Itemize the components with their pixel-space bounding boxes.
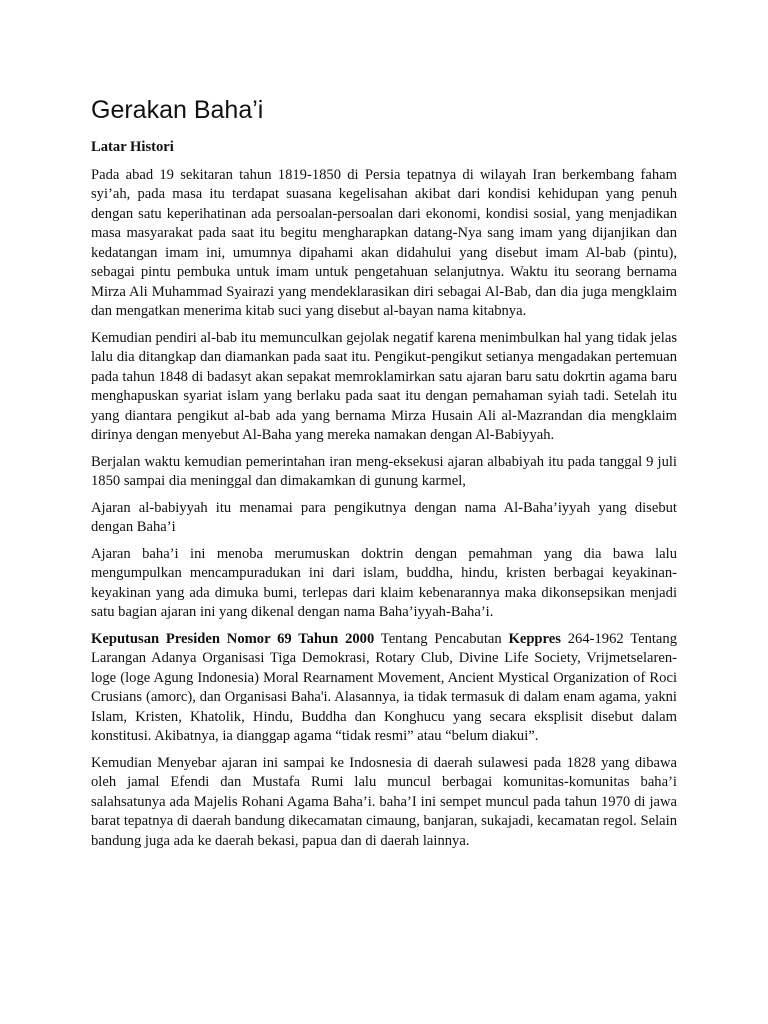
paragraph-5: Ajaran baha’i ini menoba merumuskan doktrin dengan pemahman yang dia bawa lalu mengumpulkan mencampuradukan ini dari islam, buddha, hindu, kristen berbagai keyakinan-keyakinan yang ada dimuka bumi, terlepas dari klaim kebenarannya maka dikonsepsikan menjadi satu bagian ajaran ini yang dikenal dengan nama Baha’iyyah-Baha’i. [91, 545, 677, 620]
paragraph-4: Ajaran al-babiyyah itu menamai para pengikutnya dengan nama Al-Baha’iyyah yang disebut dengan Baha’i [91, 499, 677, 535]
final-paragraph: Kemudian Menyebar ajaran ini sampai ke Indosnesia di daerah sulawesi pada 1828 yang dibawa oleh jamal Efendi dan Mustafa Rumi lalu muncul berbagai komunitas-komunitas baha’i salahsatunya ada Majelis Rohani Agama Baha’i. baha’I ini sempet muncul pada tahun 1970 di jawa barat tepatnya di daerah bandung dikecamatan cimaung, banjaran, sukajadi, kecamatan regol. Selain bandung juga ada ke daerah bekasi, papua dan di daerah lainnya. [91, 754, 677, 849]
paragraph-2: Kemudian pendiri al-bab itu memunculkan gejolak negatif karena menimbulkan hal yang tidak jelas lalu dia ditangkap dan diamankan pada saat itu. Pengikut-pengikut setianya mengadakan pertemuan pada tahun 1848 di badasyt akan sepakat memroklamirkan satu ajaran baru satu dokrtin agama baru menghapuskan syariat islam yang berlaku pada saat itu dengan pemahaman syiah tadi. Setelah itu yang diantara pengikut al-bab ada yang bernama Mirza Husain Ali al-Mazrandan dia mengklaim dirinya dengan menyebut Al-Baha yang mereka namakan dengan Al-Babiyyah. [91, 329, 677, 443]
section-heading: Latar Histori [91, 139, 174, 155]
keppres-abbrev: Keppres [508, 630, 561, 647]
keppres-text-1: Tentang Pencabutan [374, 630, 509, 647]
document-title: Gerakan Baha’i [91, 96, 264, 124]
document-page [91, 94, 677, 858]
keppres-text-2: 264-1962 Tentang Larangan Adanya Organisasi Tiga Demokrasi, Rotary Club, Divine Life Society, Vrijmetselaren-loge (loge Agung Indonesia) Moral Rearnament Movement, Ancient Mystical Organization of Roci Crusians (amorc), dan Organisasi Baha'i. Alasannya, ia tidak termasuk di dalam enam agama, yakni Islam, Kristen, Khatolik, Hindu, Buddha dan Konghucu yang secara eksplisit disebut dalam konstitusi. Akibatnya, ia dianggap agama “tidak resmi” atau “belum diakui”. [91, 630, 677, 744]
keppres-paragraph [91, 630, 677, 747]
paragraph-1: Pada abad 19 sekitaran tahun 1819-1850 di Persia tepatnya di wilayah Iran berkembang faham syi’ah, pada masa itu terdapat suasana kegelisahan akibat dari kondisi kehidupan yang penuh dengan satu keperihatinan ada persoalan-persoalan dari ekonomi, kondisi sosial, yang menjadikan masa masyarakat pada saat itu begitu mengharapkan datang-Nya sang imam yang dijanjikan dan kedatangan imam ini, umumnya dipahami akan didahului yang disebut imam Al-bab (pintu), sebagai pintu pembuka untuk imam untuk pengetahuan selanjutnya. Waktu itu seorang bernama Mirza Ali Muhammad Syairazi yang mendeklarasikan diri sebagai Al-Bab, dan dia juga mengklaim dan mengatkan menerima kitab suci yang disebut al-bayan nama kitabnya. [91, 166, 677, 319]
paragraph-3: Berjalan waktu kemudian pemerintahan iran meng-eksekusi ajaran albabiyah itu pada tanggal 9 juli 1850 sampai dia meninggal dan dimakamkan di gunung karmel, [91, 453, 677, 489]
keppres-title: Keputusan Presiden Nomor 69 Tahun 2000 [91, 630, 375, 647]
